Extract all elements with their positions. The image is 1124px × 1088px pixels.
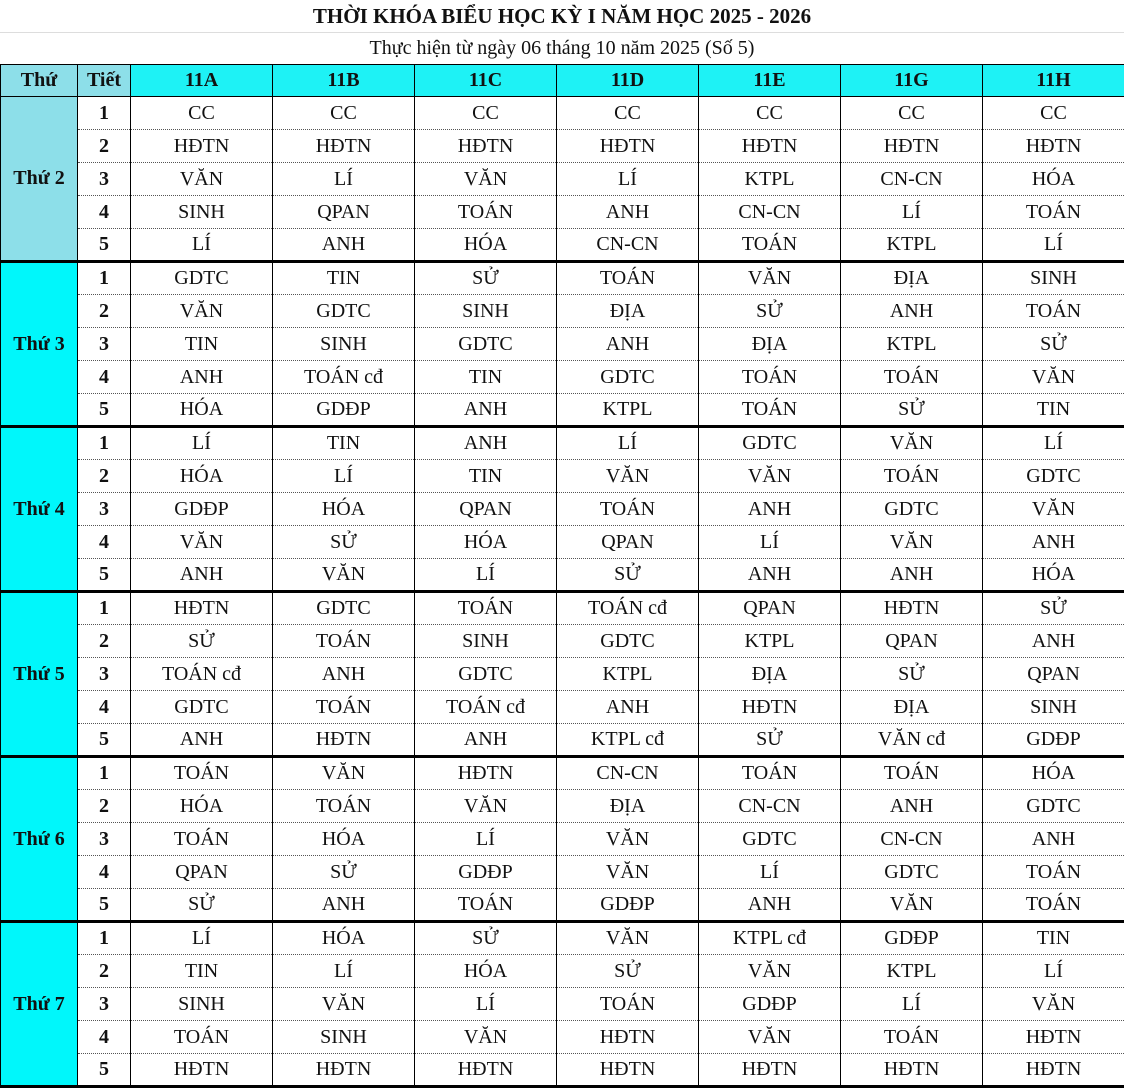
subject-cell: CN-CN [841, 163, 983, 196]
subject-cell: LÍ [415, 988, 557, 1021]
subject-cell: HĐTN [841, 592, 983, 625]
subject-cell: SỬ [273, 856, 415, 889]
period-number: 2 [78, 955, 131, 988]
subject-cell: VĂN [131, 163, 273, 196]
subject-cell: LÍ [273, 163, 415, 196]
subject-cell: GDTC [273, 592, 415, 625]
subject-cell: LÍ [699, 526, 841, 559]
table-row [1, 130, 1124, 163]
subject-cell: ĐỊA [557, 790, 699, 823]
subject-cell: SỬ [273, 526, 415, 559]
period-number: 5 [78, 724, 131, 757]
subject-cell: LÍ [131, 922, 273, 955]
subject-cell: CN-CN [557, 229, 699, 262]
subject-cell: HĐTN [415, 130, 557, 163]
subject-cell: TOÁN [699, 757, 841, 790]
subject-cell: ANH [699, 889, 841, 922]
subject-cell: TOÁN [699, 361, 841, 394]
subject-cell: HĐTN [699, 691, 841, 724]
period-number: 3 [78, 328, 131, 361]
subject-cell: CN-CN [841, 823, 983, 856]
period-number: 2 [78, 625, 131, 658]
subject-cell: SỬ [557, 559, 699, 592]
subject-cell: HÓA [983, 559, 1124, 592]
subject-cell: VĂN [557, 856, 699, 889]
subject-cell: ANH [273, 658, 415, 691]
subject-cell: ANH [841, 559, 983, 592]
day-cell: Thứ 2 [1, 97, 78, 262]
period-number: 5 [78, 394, 131, 427]
subject-cell: TOÁN [841, 460, 983, 493]
subject-cell: LÍ [983, 229, 1124, 262]
subject-cell: SỬ [841, 658, 983, 691]
page-subtitle: Thực hiện từ ngày 06 tháng 10 năm 2025 (Số 5) [0, 33, 1124, 64]
subject-cell: TOÁN [415, 592, 557, 625]
subject-cell: VĂN [557, 922, 699, 955]
subject-cell: ANH [699, 559, 841, 592]
subject-cell: VĂN [131, 526, 273, 559]
subject-cell: VĂN [273, 757, 415, 790]
subject-cell: GDĐP [841, 922, 983, 955]
period-number: 4 [78, 526, 131, 559]
period-number: 3 [78, 163, 131, 196]
period-number: 1 [78, 262, 131, 295]
subject-cell: LÍ [415, 823, 557, 856]
table-row [1, 526, 1124, 559]
subject-cell: HĐTN [841, 130, 983, 163]
subject-cell: VĂN [841, 889, 983, 922]
subject-cell: SỬ [983, 328, 1124, 361]
subject-cell: SINH [273, 328, 415, 361]
subject-cell: HĐTN [557, 1054, 699, 1087]
header-day: Thứ [1, 65, 78, 97]
day-cell: Thứ 5 [1, 592, 78, 757]
subject-cell: HĐTN [983, 1054, 1124, 1087]
table-row [1, 295, 1124, 328]
subject-cell: VĂN [983, 988, 1124, 1021]
subject-cell: QPAN [273, 196, 415, 229]
period-number: 3 [78, 658, 131, 691]
subject-cell: ANH [273, 889, 415, 922]
subject-cell: HÓA [273, 493, 415, 526]
subject-cell: QPAN [983, 658, 1124, 691]
period-number: 5 [78, 1054, 131, 1087]
table-row [1, 163, 1124, 196]
subject-cell: HĐTN [273, 130, 415, 163]
subject-cell: TOÁN [557, 262, 699, 295]
subject-cell: TOÁN [273, 625, 415, 658]
subject-cell: CC [983, 97, 1124, 130]
subject-cell: GDTC [699, 823, 841, 856]
subject-cell: HĐTN [983, 1021, 1124, 1054]
subject-cell: VĂN [983, 493, 1124, 526]
subject-cell: GDTC [273, 295, 415, 328]
subject-cell: TOÁN [699, 229, 841, 262]
subject-cell: TOÁN cđ [557, 592, 699, 625]
table-row [1, 196, 1124, 229]
header-period: Tiết [78, 65, 131, 97]
subject-cell: GDĐP [557, 889, 699, 922]
subject-cell: ĐỊA [841, 691, 983, 724]
header-class: 11C [415, 65, 557, 97]
subject-cell: SINH [983, 691, 1124, 724]
subject-cell: SỬ [983, 592, 1124, 625]
day-cell: Thứ 6 [1, 757, 78, 922]
subject-cell: KTPL [841, 955, 983, 988]
header-class: 11E [699, 65, 841, 97]
table-row [1, 889, 1124, 922]
subject-cell: GDĐP [131, 493, 273, 526]
subject-cell: LÍ [699, 856, 841, 889]
subject-cell: TOÁN cđ [415, 691, 557, 724]
table-row [1, 427, 1124, 460]
day-cell: Thứ 7 [1, 922, 78, 1087]
subject-cell: SỬ [131, 625, 273, 658]
subject-cell: ANH [983, 625, 1124, 658]
subject-cell: SỬ [557, 955, 699, 988]
table-row [1, 559, 1124, 592]
period-number: 1 [78, 97, 131, 130]
table-row [1, 922, 1124, 955]
period-number: 3 [78, 988, 131, 1021]
subject-cell: LÍ [841, 196, 983, 229]
subject-cell: TIN [415, 460, 557, 493]
subject-cell: KTPL [557, 394, 699, 427]
header-row [1, 65, 1124, 97]
period-number: 2 [78, 790, 131, 823]
subject-cell: TOÁN [131, 1021, 273, 1054]
subject-cell: CN-CN [699, 790, 841, 823]
period-number: 2 [78, 295, 131, 328]
subject-cell: HĐTN [557, 130, 699, 163]
subject-cell: KTPL [699, 163, 841, 196]
header-class: 11G [841, 65, 983, 97]
subject-cell: GDTC [983, 790, 1124, 823]
subject-cell: GDĐP [273, 394, 415, 427]
subject-cell: TIN [983, 922, 1124, 955]
subject-cell: TOÁN [415, 889, 557, 922]
subject-cell: KTPL [699, 625, 841, 658]
subject-cell: ANH [415, 724, 557, 757]
period-number: 4 [78, 361, 131, 394]
period-number: 4 [78, 1021, 131, 1054]
subject-cell: VĂN [841, 526, 983, 559]
subject-cell: CC [841, 97, 983, 130]
subject-cell: ANH [131, 724, 273, 757]
period-number: 5 [78, 889, 131, 922]
subject-cell: QPAN [415, 493, 557, 526]
table-row [1, 856, 1124, 889]
period-number: 4 [78, 691, 131, 724]
table-row [1, 724, 1124, 757]
subject-cell: SINH [273, 1021, 415, 1054]
subject-cell: GDTC [131, 262, 273, 295]
subject-cell: SỬ [699, 724, 841, 757]
day-cell: Thứ 4 [1, 427, 78, 592]
period-number: 1 [78, 757, 131, 790]
subject-cell: ĐỊA [841, 262, 983, 295]
subject-cell: HÓA [131, 394, 273, 427]
subject-cell: TOÁN [983, 196, 1124, 229]
subject-cell: GDTC [557, 361, 699, 394]
table-row [1, 493, 1124, 526]
table-row [1, 988, 1124, 1021]
table-row [1, 592, 1124, 625]
subject-cell: QPAN [841, 625, 983, 658]
subject-cell: ĐỊA [699, 328, 841, 361]
subject-cell: SINH [415, 625, 557, 658]
subject-cell: ANH [557, 691, 699, 724]
subject-cell: HĐTN [557, 1021, 699, 1054]
subject-cell: GDTC [699, 427, 841, 460]
subject-cell: VĂN [699, 955, 841, 988]
subject-cell: VĂN [699, 1021, 841, 1054]
subject-cell: LÍ [983, 427, 1124, 460]
subject-cell: KTPL cđ [557, 724, 699, 757]
subject-cell: KTPL [841, 229, 983, 262]
subject-cell: TOÁN [557, 988, 699, 1021]
period-number: 3 [78, 823, 131, 856]
subject-cell: TOÁN [557, 493, 699, 526]
period-number: 4 [78, 196, 131, 229]
subject-cell: LÍ [557, 427, 699, 460]
subject-cell: ANH [131, 361, 273, 394]
subject-cell: HÓA [273, 823, 415, 856]
subject-cell: CN-CN [557, 757, 699, 790]
subject-cell: GDTC [841, 493, 983, 526]
subject-cell: TOÁN cđ [273, 361, 415, 394]
subject-cell: GDĐP [983, 724, 1124, 757]
subject-cell: VĂN [699, 460, 841, 493]
subject-cell: GDĐP [415, 856, 557, 889]
subject-cell: ANH [983, 823, 1124, 856]
subject-cell: HĐTN [273, 724, 415, 757]
subject-cell: TOÁN [841, 361, 983, 394]
subject-cell: TIN [415, 361, 557, 394]
period-number: 1 [78, 427, 131, 460]
subject-cell: LÍ [273, 460, 415, 493]
table-row [1, 658, 1124, 691]
subject-cell: HĐTN [273, 1054, 415, 1087]
subject-cell: LÍ [273, 955, 415, 988]
subject-cell: TOÁN [983, 295, 1124, 328]
subject-cell: VĂN cđ [841, 724, 983, 757]
subject-cell: LÍ [415, 559, 557, 592]
subject-cell: VĂN [699, 262, 841, 295]
subject-cell: KTPL [841, 328, 983, 361]
header-class: 11D [557, 65, 699, 97]
subject-cell: TOÁN [699, 394, 841, 427]
header-class: 11A [131, 65, 273, 97]
subject-cell: SINH [983, 262, 1124, 295]
table-row [1, 394, 1124, 427]
subject-cell: SỬ [699, 295, 841, 328]
period-number: 5 [78, 229, 131, 262]
subject-cell: VĂN [415, 1021, 557, 1054]
subject-cell: VĂN [557, 460, 699, 493]
subject-cell: TIN [131, 328, 273, 361]
period-number: 1 [78, 922, 131, 955]
subject-cell: GDTC [415, 658, 557, 691]
subject-cell: HÓA [983, 757, 1124, 790]
subject-cell: SỬ [415, 262, 557, 295]
subject-cell: VĂN [415, 163, 557, 196]
header-class: 11H [983, 65, 1124, 97]
subject-cell: ANH [557, 196, 699, 229]
subject-cell: GDTC [415, 328, 557, 361]
table-row [1, 691, 1124, 724]
subject-cell: LÍ [131, 229, 273, 262]
subject-cell: CC [131, 97, 273, 130]
subject-cell: HĐTN [131, 1054, 273, 1087]
subject-cell: TOÁN [415, 196, 557, 229]
subject-cell: VĂN [131, 295, 273, 328]
page-title: THỜI KHÓA BIỂU HỌC KỲ I NĂM HỌC 2025 - 2026 [0, 0, 1124, 33]
subject-cell: HÓA [273, 922, 415, 955]
subject-cell: HÓA [415, 526, 557, 559]
header-class: 11B [273, 65, 415, 97]
subject-cell: TOÁN [983, 856, 1124, 889]
subject-cell: ĐỊA [557, 295, 699, 328]
subject-cell: LÍ [131, 427, 273, 460]
subject-cell: TOÁN [841, 757, 983, 790]
subject-cell: LÍ [557, 163, 699, 196]
table-row [1, 1021, 1124, 1054]
subject-cell: VĂN [415, 790, 557, 823]
subject-cell: HĐTN [841, 1054, 983, 1087]
subject-cell: CC [699, 97, 841, 130]
subject-cell: HÓA [415, 955, 557, 988]
table-row [1, 625, 1124, 658]
subject-cell: KTPL cđ [699, 922, 841, 955]
day-cell: Thứ 3 [1, 262, 78, 427]
table-row [1, 823, 1124, 856]
period-number: 5 [78, 559, 131, 592]
period-number: 2 [78, 130, 131, 163]
subject-cell: QPAN [699, 592, 841, 625]
subject-cell: GDTC [557, 625, 699, 658]
period-number: 1 [78, 592, 131, 625]
subject-cell: HĐTN [415, 1054, 557, 1087]
subject-cell: GDTC [983, 460, 1124, 493]
subject-cell: SỬ [841, 394, 983, 427]
subject-cell: ANH [415, 427, 557, 460]
subject-cell: ĐỊA [699, 658, 841, 691]
table-row [1, 790, 1124, 823]
subject-cell: HÓA [415, 229, 557, 262]
subject-cell: LÍ [983, 955, 1124, 988]
subject-cell: TOÁN [983, 889, 1124, 922]
subject-cell: VĂN [273, 988, 415, 1021]
subject-cell: ANH [131, 559, 273, 592]
subject-cell: ANH [841, 790, 983, 823]
subject-cell: HĐTN [699, 1054, 841, 1087]
table-row [1, 97, 1124, 130]
subject-cell: QPAN [131, 856, 273, 889]
subject-cell: SINH [131, 196, 273, 229]
subject-cell: VĂN [841, 427, 983, 460]
subject-cell: TOÁN [131, 757, 273, 790]
table-row [1, 328, 1124, 361]
subject-cell: HÓA [131, 460, 273, 493]
table-row [1, 262, 1124, 295]
subject-cell: QPAN [557, 526, 699, 559]
subject-cell: HĐTN [131, 592, 273, 625]
subject-cell: TOÁN [131, 823, 273, 856]
subject-cell: TIN [983, 394, 1124, 427]
subject-cell: HĐTN [983, 130, 1124, 163]
period-number: 3 [78, 493, 131, 526]
subject-cell: TIN [273, 427, 415, 460]
subject-cell: SỬ [415, 922, 557, 955]
subject-cell: SINH [415, 295, 557, 328]
subject-cell: GDĐP [699, 988, 841, 1021]
subject-cell: TOÁN [841, 1021, 983, 1054]
subject-cell: LÍ [841, 988, 983, 1021]
subject-cell: HĐTN [699, 130, 841, 163]
subject-cell: GDTC [131, 691, 273, 724]
subject-cell: VĂN [557, 823, 699, 856]
period-number: 4 [78, 856, 131, 889]
subject-cell: ANH [415, 394, 557, 427]
timetable [0, 64, 1124, 1088]
subject-cell: TOÁN [273, 790, 415, 823]
subject-cell: CN-CN [699, 196, 841, 229]
subject-cell: ANH [841, 295, 983, 328]
table-row [1, 955, 1124, 988]
subject-cell: CC [557, 97, 699, 130]
table-row [1, 460, 1124, 493]
subject-cell: SỬ [131, 889, 273, 922]
period-number: 2 [78, 460, 131, 493]
subject-cell: ANH [983, 526, 1124, 559]
subject-cell: VĂN [983, 361, 1124, 394]
table-row [1, 361, 1124, 394]
subject-cell: TIN [131, 955, 273, 988]
subject-cell: CC [415, 97, 557, 130]
subject-cell: TOÁN [273, 691, 415, 724]
table-row [1, 757, 1124, 790]
table-row [1, 229, 1124, 262]
subject-cell: ANH [699, 493, 841, 526]
subject-cell: CC [273, 97, 415, 130]
subject-cell: TIN [273, 262, 415, 295]
subject-cell: ANH [273, 229, 415, 262]
subject-cell: SINH [131, 988, 273, 1021]
subject-cell: ANH [557, 328, 699, 361]
subject-cell: GDTC [841, 856, 983, 889]
table-row [1, 1054, 1124, 1087]
subject-cell: KTPL [557, 658, 699, 691]
subject-cell: HĐTN [131, 130, 273, 163]
subject-cell: VĂN [273, 559, 415, 592]
subject-cell: HÓA [131, 790, 273, 823]
subject-cell: HÓA [983, 163, 1124, 196]
subject-cell: TOÁN cđ [131, 658, 273, 691]
subject-cell: HĐTN [415, 757, 557, 790]
